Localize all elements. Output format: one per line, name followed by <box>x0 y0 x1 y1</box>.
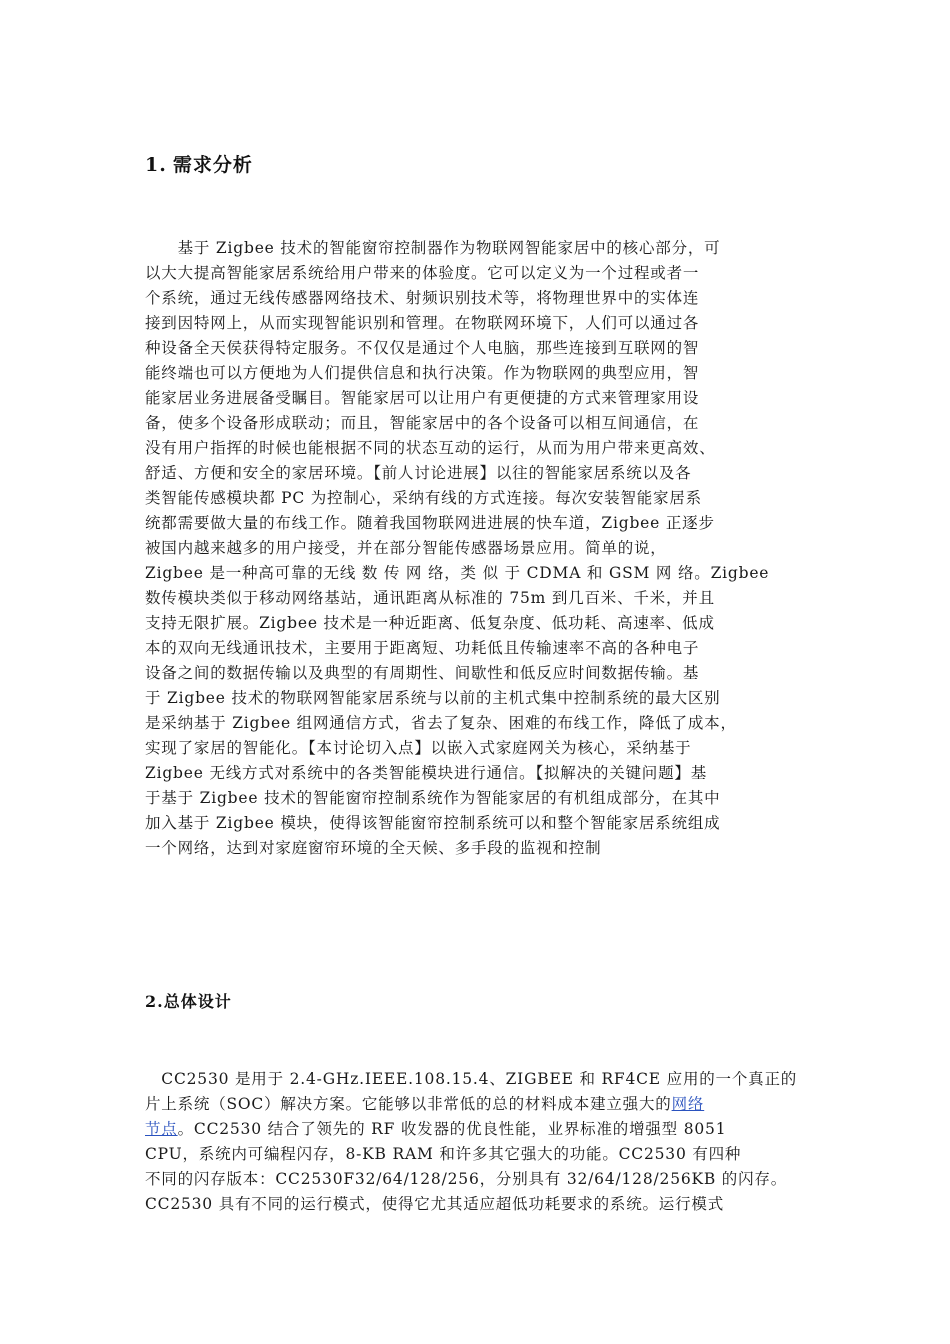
paragraph-line: 以大大提高智能家居系统给用户带来的体验度。它可以定义为一个过程或者一 <box>145 264 700 282</box>
section-title: 总体设计 <box>163 992 232 1011</box>
paragraph-line: CC2530 是用于 2.4-GHz.IEEE.108.15.4、ZIGBEE 和 RF4CE 应用的一个真正的 <box>145 1070 798 1088</box>
paragraph-line: 支持无限扩展。Zigbee 技术是一种近距离、低复杂度、低功耗、高速率、低成 <box>145 614 715 632</box>
paragraph-line: CPU，系统内可编程闪存，8-KB RAM 和许多其它强大的功能。CC2530 有四种 <box>145 1145 742 1163</box>
paragraph-line: 种设备全天侯获得特定服务。不仅仅是通过个人电脑，那些连接到互联网的智 <box>145 339 700 357</box>
section-title: 需求分析 <box>172 154 253 176</box>
paragraph-line: 是采纳基于 Zigbee 组网通信方式，省去了复杂、困难的布线工作，降低了成本， <box>145 714 737 732</box>
paragraph-line: 备，使多个设备形成联动；而且，智能家居中的各个设备可以相互间通信，在 <box>145 414 700 432</box>
overall-design-paragraph <box>145 1067 815 1217</box>
paragraph-line: 统都需要做大量的布线工作。随着我国物联网进进展的快车道，Zigbee 正逐步 <box>145 514 715 532</box>
paragraph-line <box>145 1117 815 1142</box>
paragraph-line: 实现了家居的智能化。【本讨论切入点】以嵌入式家庭网关为核心，采纳基于 <box>145 739 692 757</box>
paragraph-line: 设备之间的数据传输以及典型的有周期性、间歇性和低反应时间数据传输。基 <box>145 664 700 682</box>
line-text: 片上系统（SOC）解决方案。它能够以非常低的总的材料成本建立强大的 <box>145 1095 672 1113</box>
paragraph-line: 加入基于 Zigbee 模块，使得该智能窗帘控制系统可以和整个智能家居系统组成 <box>145 814 721 832</box>
paragraph-line: 能家居业务进展备受瞩目。智能家居可以让用户有更便捷的方式来管理家用设 <box>145 389 700 407</box>
paragraph-line: Zigbee 是一种高可靠的无线 数 传 网 络，类 似 于 CDMA 和 GSM 网 络。Zigbee <box>145 564 770 582</box>
paragraph-line: 于 Zigbee 技术的物联网智能家居系统与以前的主机式集中控制系统的最大区别 <box>145 689 721 707</box>
paragraph-line: 不同的闪存版本：CC2530F32/64/128/256，分别具有 32/64/128/256KB 的闪存。 <box>145 1170 788 1188</box>
paragraph-line: 类智能传感模块都 PC 为控制心，采纳有线的方式连接。每次安装智能家居系 <box>145 489 702 507</box>
paragraph-line: 个系统，通过无线传感器网络技术、射频识别技术等，将物理世界中的实体连 <box>145 289 700 307</box>
section-heading-overall-design <box>145 989 232 1012</box>
paragraph-line: 舒适、方便和安全的家居环境。【前人讨论进展】以往的智能家居系统以及各 <box>145 464 692 482</box>
paragraph-line: 一个网络，达到对家庭窗帘环境的全天候、多手段的监视和控制 <box>145 839 602 857</box>
network-node-link[interactable]: 网络 <box>671 1095 705 1113</box>
paragraph-line <box>145 1092 815 1117</box>
paragraph-line: 基于 Zigbee 技术的智能窗帘控制器作为物联网智能家居中的核心部分，可 <box>145 239 721 257</box>
requirements-paragraph <box>145 236 815 861</box>
paragraph-line: Zigbee 无线方式对系统中的各类智能模块进行通信。【拟解决的关键问题】基 <box>145 764 707 782</box>
section-heading-requirements <box>145 150 253 177</box>
paragraph-line: 于基于 Zigbee 技术的智能窗帘控制系统作为智能家居的有机组成部分，在其中 <box>145 789 721 807</box>
paragraph-line: 被国内越来越多的用户接受，并在部分智能传感器场景应用。简单的说， <box>145 539 667 557</box>
line-text: 。CC2530 结合了领先的 RF 收发器的优良性能，业界标准的增强型 8051 <box>177 1120 727 1138</box>
network-node-link-continued[interactable]: 节点 <box>145 1120 178 1138</box>
paragraph-line: 没有用户指挥的时候也能根据不同的状态互动的运行，从而为用户带来更高效、 <box>145 439 716 457</box>
section-number: 1. <box>145 154 167 176</box>
paragraph-line: 数传模块类似于移动网络基站，通讯距离从标准的 75m 到几百米、千米，并且 <box>145 589 715 607</box>
paragraph-line: CC2530 具有不同的运行模式，使得它尤其适应超低功耗要求的系统。运行模式 <box>145 1195 724 1213</box>
paragraph-line: 接到因特网上，从而实现智能识别和管理。在物联网环境下，人们可以通过各 <box>145 314 700 332</box>
paragraph-line: 能终端也可以方便地为人们提供信息和执行决策。作为物联网的典型应用，智 <box>145 364 700 382</box>
paragraph-line: 本的双向无线通讯技术，主要用于距离短、功耗低且传输速率不高的各种电子 <box>145 639 700 657</box>
section-number: 2. <box>145 992 164 1011</box>
